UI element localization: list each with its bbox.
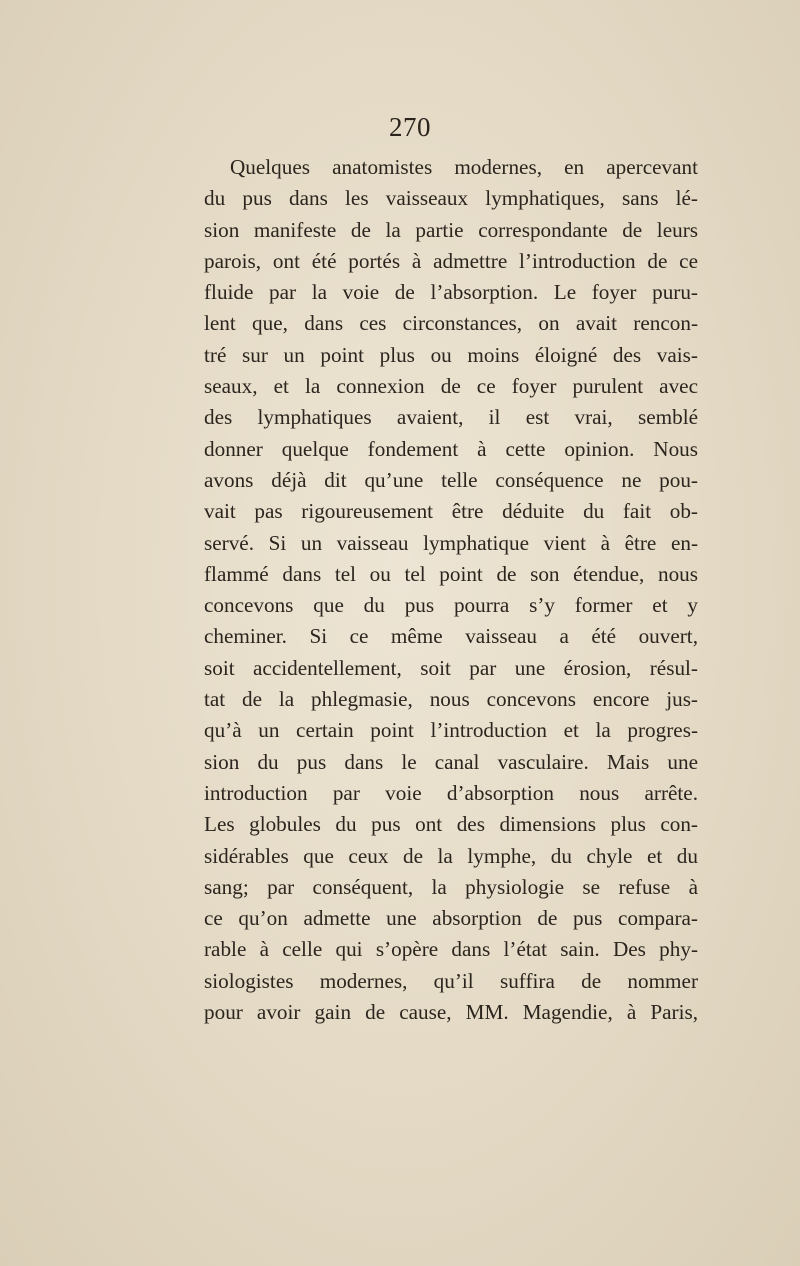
body-text: [204, 152, 698, 1028]
text-line: sion du pus dans le canal vasculaire. Mais une: [204, 749, 698, 774]
text-line: soit accidentellement, soit par une érosion, résul-: [204, 655, 698, 680]
text-line: sidérables que ceux de la lymphe, du chyle et du: [204, 843, 698, 868]
text-line: siologistes modernes, qu’il suffira de nommer: [204, 968, 698, 993]
text-line: ce qu’on admette une absorption de pus compara-: [204, 906, 698, 931]
text-line: cheminer. Si ce même vaisseau a été ouvert,: [204, 624, 698, 649]
text-line: parois, ont été portés à admettre l’introduction de ce: [204, 248, 698, 273]
text-line: pour avoir gain de cause, MM. Magendie, à Paris,: [204, 1000, 698, 1025]
text-line: rable à celle qui s’opère dans l’état sain. Des phy-: [204, 937, 698, 962]
text-line: du pus dans les vaisseaux lymphatiques, sans lé-: [204, 186, 698, 211]
text-line: servé. Si un vaisseau lymphatique vient à être en-: [204, 530, 698, 555]
text-line: donner quelque fondement à cette opinion. Nous: [204, 436, 698, 461]
text-line: tré sur un point plus ou moins éloigné des vais-: [204, 342, 698, 367]
page-number: 270: [389, 112, 431, 142]
text-line: flammé dans tel ou tel point de son étendue, nous: [204, 561, 698, 586]
text-line: sion manifeste de la partie correspondante de leurs: [204, 217, 698, 242]
text-line: qu’à un certain point l’introduction et la progres-: [204, 718, 698, 743]
text-line: lent que, dans ces circonstances, on avait rencon-: [204, 311, 698, 336]
text-line: introduction par voie d’absorption nous arrête.: [204, 780, 698, 805]
text-line: Les globules du pus ont des dimensions plus con-: [204, 812, 698, 837]
text-line: seaux, et la connexion de ce foyer purulent avec: [204, 374, 698, 399]
text-line: avons déjà dit qu’une telle conséquence ne pou-: [204, 467, 698, 492]
text-line: tat de la phlegmasie, nous concevons encore jus-: [204, 687, 698, 712]
text-line: sang; par conséquent, la physiologie se refuse à: [204, 874, 698, 899]
text-line: des lymphatiques avaient, il est vrai, semblé: [204, 405, 698, 430]
text-line: concevons que du pus pourra s’y former et y: [204, 593, 698, 618]
text-line: vait pas rigoureusement être déduite du fait ob-: [204, 499, 698, 524]
text-line: fluide par la voie de l’absorption. Le foyer puru-: [204, 280, 698, 305]
text-line: Quelques anatomistes modernes, en apercevant: [230, 155, 698, 179]
